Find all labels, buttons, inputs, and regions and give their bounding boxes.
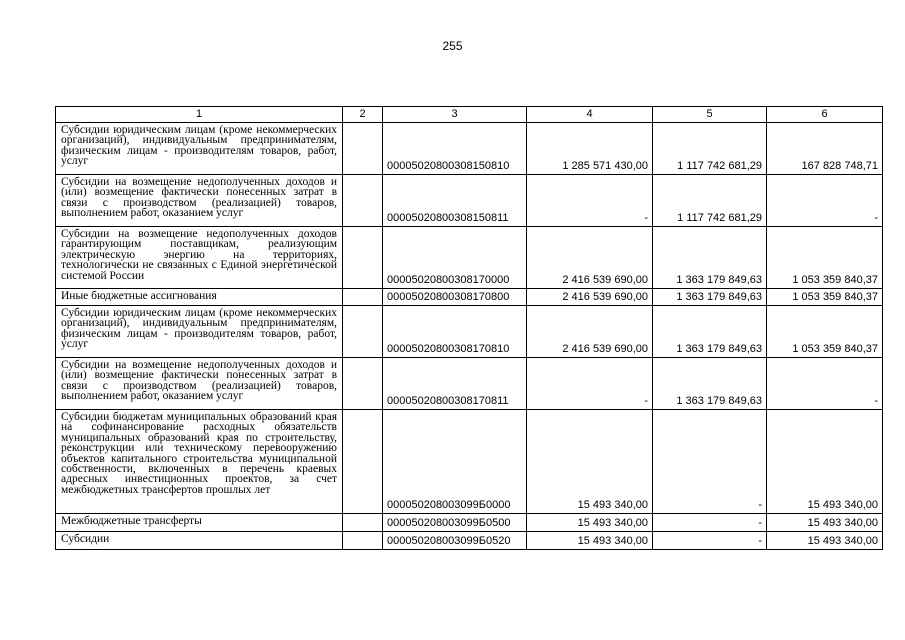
row-name: Субсидии на возмещение недополученных доходов гарантирующим поставщикам, реализующим электрическую энергию на территориях, технологически не связанных с Единой энергетической системой России xyxy=(56,227,343,289)
row-name: Иные бюджетные ассигнования xyxy=(56,289,343,306)
row-value-5: 1 363 179 849,63 xyxy=(653,306,767,358)
row-name: Субсидии xyxy=(56,532,343,550)
row-value-4: 15 493 340,00 xyxy=(527,514,653,532)
row-code: 00005020800308150810 xyxy=(383,123,527,175)
row-name: Субсидии юридическим лицам (кроме некоммерческих организаций), индивидуальным предпринимателям, физическим лицам - производителям товаров, работ, услуг xyxy=(56,306,343,358)
page-number: 255 xyxy=(442,39,463,53)
row-value-5: 1 363 179 849,63 xyxy=(653,289,767,306)
header-cell-3: 3 xyxy=(383,107,527,123)
row-col2 xyxy=(343,514,383,532)
header-row xyxy=(56,107,883,123)
row-code: 000050208003099Б0500 xyxy=(383,514,527,532)
row-code: 000050208003099Б0000 xyxy=(383,410,527,514)
row-col2 xyxy=(343,227,383,289)
header-cell-2: 2 xyxy=(343,107,383,123)
row-value-5: 1 117 742 681,29 xyxy=(653,175,767,227)
row-value-5: - xyxy=(653,514,767,532)
row-name: Межбюджетные трансферты xyxy=(56,514,343,532)
row-value-5: - xyxy=(653,410,767,514)
row-code: 00005020800308150811 xyxy=(383,175,527,227)
header-cell-1: 1 xyxy=(56,107,343,123)
table-row xyxy=(56,289,883,306)
row-value-6: 167 828 748,71 xyxy=(767,123,883,175)
row-col2 xyxy=(343,306,383,358)
row-name: Субсидии бюджетам муниципальных образований края на софинансирование расходных обязательств муниципальных образований края по строительству, реконструкции или техническому перевооружению объектов капитального строительства муниципальной собственности, включенных в перечень краевых адресных инвестиционных проектов, за счет межбюджетных трансфертов прошлых лет xyxy=(56,410,343,514)
row-code: 00005020800308170800 xyxy=(383,289,527,306)
table-row xyxy=(56,514,883,532)
row-value-4: 2 416 539 690,00 xyxy=(527,227,653,289)
table-row xyxy=(56,532,883,550)
row-code: 00005020800308170000 xyxy=(383,227,527,289)
row-value-6: 1 053 359 840,37 xyxy=(767,227,883,289)
row-name: Субсидии на возмещение недополученных доходов и (или) возмещение фактически понесенных затрат в связи с производством (реализацией) товаров, выполнением работ, оказанием услуг xyxy=(56,358,343,410)
table-row xyxy=(56,123,883,175)
row-value-6: 1 053 359 840,37 xyxy=(767,306,883,358)
header-cell-6: 6 xyxy=(767,107,883,123)
row-col2 xyxy=(343,123,383,175)
row-value-4: 15 493 340,00 xyxy=(527,410,653,514)
row-value-6: 1 053 359 840,37 xyxy=(767,289,883,306)
row-col2 xyxy=(343,175,383,227)
row-value-6: 15 493 340,00 xyxy=(767,410,883,514)
row-value-5: 1 363 179 849,63 xyxy=(653,227,767,289)
row-code: 00005020800308170810 xyxy=(383,306,527,358)
table-row xyxy=(56,410,883,514)
header-cell-5: 5 xyxy=(653,107,767,123)
row-value-6: - xyxy=(767,175,883,227)
row-value-4: - xyxy=(527,358,653,410)
table-row xyxy=(56,358,883,410)
budget-table xyxy=(55,106,883,550)
row-value-4: 2 416 539 690,00 xyxy=(527,306,653,358)
row-value-6: - xyxy=(767,358,883,410)
row-value-5: 1 363 179 849,63 xyxy=(653,358,767,410)
table-row xyxy=(56,227,883,289)
row-value-5: 1 117 742 681,29 xyxy=(653,123,767,175)
row-value-4: 1 285 571 430,00 xyxy=(527,123,653,175)
row-col2 xyxy=(343,532,383,550)
row-col2 xyxy=(343,358,383,410)
row-code: 000050208003099Б0520 xyxy=(383,532,527,550)
table-row xyxy=(56,306,883,358)
row-name: Субсидии на возмещение недополученных доходов и (или) возмещение фактически понесенных затрат в связи с производством (реализацией) товаров, выполнением работ, оказанием услуг xyxy=(56,175,343,227)
row-col2 xyxy=(343,289,383,306)
row-col2 xyxy=(343,410,383,514)
row-name: Субсидии юридическим лицам (кроме некоммерческих организаций), индивидуальным предпринимателям, физическим лицам - производителям товаров, работ, услуг xyxy=(56,123,343,175)
header-cell-4: 4 xyxy=(527,107,653,123)
row-value-6: 15 493 340,00 xyxy=(767,514,883,532)
row-value-6: 15 493 340,00 xyxy=(767,532,883,550)
row-value-4: 2 416 539 690,00 xyxy=(527,289,653,306)
row-value-4: 15 493 340,00 xyxy=(527,532,653,550)
row-code: 00005020800308170811 xyxy=(383,358,527,410)
table-row xyxy=(56,175,883,227)
row-value-5: - xyxy=(653,532,767,550)
row-value-4: - xyxy=(527,175,653,227)
